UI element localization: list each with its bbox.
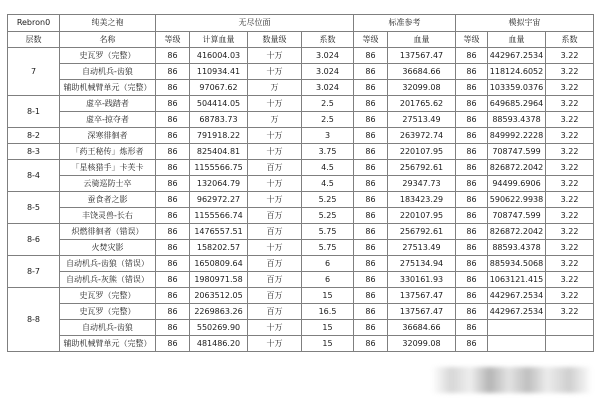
col-sim-level: 等级	[456, 32, 488, 48]
level-cell: 86	[156, 272, 190, 288]
header-group-standard-reference: 标准参考	[354, 15, 456, 32]
data-table	[7, 14, 594, 352]
sim-level-cell: 86	[456, 224, 488, 240]
coefficient-cell: 15	[302, 288, 354, 304]
sim-hp-cell: 442967.2534	[488, 48, 546, 64]
sim-hp-cell: 849992.2228	[488, 128, 546, 144]
ref-level-cell: 86	[354, 288, 388, 304]
col-level: 等级	[156, 32, 190, 48]
sim-coefficient-cell: 3.22	[546, 304, 594, 320]
sim-level-cell: 86	[456, 192, 488, 208]
table-row	[8, 96, 594, 112]
table-row	[8, 304, 594, 320]
ref-level-cell: 86	[354, 96, 388, 112]
table-row	[8, 64, 594, 80]
calc-hp-cell: 481486.20	[190, 336, 248, 352]
sim-level-cell: 86	[456, 128, 488, 144]
ref-level-cell: 86	[354, 304, 388, 320]
magnitude-cell: 十万	[248, 320, 302, 336]
magnitude-cell: 十万	[248, 192, 302, 208]
calc-hp-cell: 132064.79	[190, 176, 248, 192]
name-cell: 自动机兵-齿狼	[60, 320, 156, 336]
name-cell: 自动机兵-齿狼（错误）	[60, 256, 156, 272]
level-cell: 86	[156, 288, 190, 304]
level-cell: 86	[156, 64, 190, 80]
sim-coefficient-cell: 3.22	[546, 64, 594, 80]
calc-hp-cell: 962972.27	[190, 192, 248, 208]
coefficient-cell: 6	[302, 272, 354, 288]
sim-hp-cell: 88593.4378	[488, 112, 546, 128]
magnitude-cell: 十万	[248, 240, 302, 256]
magnitude-cell: 十万	[248, 336, 302, 352]
coefficient-cell: 5.25	[302, 208, 354, 224]
level-cell: 86	[156, 224, 190, 240]
ref-level-cell: 86	[354, 160, 388, 176]
table-row	[8, 224, 594, 240]
table-row	[8, 192, 594, 208]
level-cell: 86	[156, 240, 190, 256]
name-cell: 辅助机械臂单元（完整）	[60, 80, 156, 96]
calc-hp-cell: 1155566.74	[190, 208, 248, 224]
ref-level-cell: 86	[354, 320, 388, 336]
sim-coefficient-cell: 3.22	[546, 288, 594, 304]
name-cell: 「药王秘传」炼形者	[60, 144, 156, 160]
coefficient-cell: 5.75	[302, 224, 354, 240]
sim-level-cell: 86	[456, 160, 488, 176]
col-floor: 层数	[8, 32, 60, 48]
ref-level-cell: 86	[354, 224, 388, 240]
floor-cell: 8-3	[8, 144, 60, 160]
name-cell: 「星核猎手」卡芙卡	[60, 160, 156, 176]
sim-coefficient-cell: 3.22	[546, 96, 594, 112]
calc-hp-cell: 416004.03	[190, 48, 248, 64]
ref-hp-cell: 137567.47	[388, 288, 456, 304]
magnitude-cell: 十万	[248, 64, 302, 80]
floor-cell: 8-7	[8, 256, 60, 288]
level-cell: 86	[156, 144, 190, 160]
table-row	[8, 240, 594, 256]
floor-cell: 8-2	[8, 128, 60, 144]
name-cell: 虚卒-践踏者	[60, 96, 156, 112]
table-row	[8, 320, 594, 336]
sim-level-cell: 86	[456, 256, 488, 272]
ref-level-cell: 86	[354, 336, 388, 352]
table-row	[8, 208, 594, 224]
sim-coefficient-cell: 3.22	[546, 240, 594, 256]
name-cell: 史瓦罗（完整）	[60, 288, 156, 304]
magnitude-cell: 百万	[248, 272, 302, 288]
header-group-pure-robe: 纯美之袍	[60, 15, 156, 32]
sim-coefficient-cell: 3.22	[546, 192, 594, 208]
ref-hp-cell: 183423.29	[388, 192, 456, 208]
ref-level-cell: 86	[354, 192, 388, 208]
ref-hp-cell: 29347.73	[388, 176, 456, 192]
level-cell: 86	[156, 128, 190, 144]
col-sim-coefficient: 系数	[546, 32, 594, 48]
coefficient-cell: 15	[302, 320, 354, 336]
ref-hp-cell: 275134.94	[388, 256, 456, 272]
coefficient-cell: 3.024	[302, 64, 354, 80]
sim-hp-cell: 442967.2534	[488, 304, 546, 320]
sim-hp-cell	[488, 336, 546, 352]
coefficient-cell: 2.5	[302, 112, 354, 128]
col-magnitude: 数量级	[248, 32, 302, 48]
sim-hp-cell: 885934.5068	[488, 256, 546, 272]
table-row	[8, 112, 594, 128]
ref-hp-cell: 27513.49	[388, 240, 456, 256]
calc-hp-cell: 1650809.64	[190, 256, 248, 272]
sim-coefficient-cell	[546, 336, 594, 352]
coefficient-cell: 3	[302, 128, 354, 144]
ref-hp-cell: 220107.95	[388, 144, 456, 160]
column-header-row	[8, 32, 594, 48]
table-row	[8, 288, 594, 304]
floor-cell: 8-1	[8, 96, 60, 128]
table-row	[8, 144, 594, 160]
floor-cell: 8-6	[8, 224, 60, 256]
name-cell: 辅助机械臂单元（完整）	[60, 336, 156, 352]
blurred-watermark	[432, 367, 592, 393]
magnitude-cell: 百万	[248, 208, 302, 224]
name-cell: 自动机兵-齿狼	[60, 64, 156, 80]
floor-cell: 8-8	[8, 288, 60, 352]
magnitude-cell: 十万	[248, 176, 302, 192]
floor-cell: 7	[8, 48, 60, 96]
level-cell: 86	[156, 112, 190, 128]
ref-hp-cell: 220107.95	[388, 208, 456, 224]
sim-level-cell: 86	[456, 336, 488, 352]
ref-hp-cell: 256792.61	[388, 160, 456, 176]
calc-hp-cell: 2269863.26	[190, 304, 248, 320]
level-cell: 86	[156, 96, 190, 112]
magnitude-cell: 十万	[248, 128, 302, 144]
calc-hp-cell: 825404.81	[190, 144, 248, 160]
sim-hp-cell: 708747.599	[488, 144, 546, 160]
sim-level-cell: 86	[456, 64, 488, 80]
sim-hp-cell: 649685.2964	[488, 96, 546, 112]
ref-level-cell: 86	[354, 80, 388, 96]
ref-level-cell: 86	[354, 256, 388, 272]
header-rebron: Rebron0	[8, 15, 60, 32]
sim-coefficient-cell: 3.22	[546, 48, 594, 64]
col-ref-hp: 血量	[388, 32, 456, 48]
table-row	[8, 176, 594, 192]
level-cell: 86	[156, 320, 190, 336]
header-group-endless-plane: 无尽位面	[156, 15, 354, 32]
calc-hp-cell: 1155566.75	[190, 160, 248, 176]
sim-hp-cell: 442967.2534	[488, 288, 546, 304]
sim-hp-cell: 1063121.415	[488, 272, 546, 288]
sim-coefficient-cell: 3.22	[546, 176, 594, 192]
ref-level-cell: 86	[354, 272, 388, 288]
level-cell: 86	[156, 192, 190, 208]
table-row	[8, 48, 594, 64]
ref-hp-cell: 36684.66	[388, 64, 456, 80]
col-calc-hp: 计算血量	[190, 32, 248, 48]
sim-coefficient-cell: 3.22	[546, 256, 594, 272]
sim-hp-cell: 94499.6906	[488, 176, 546, 192]
coefficient-cell: 5.25	[302, 192, 354, 208]
ref-hp-cell: 330161.93	[388, 272, 456, 288]
sim-coefficient-cell: 3.22	[546, 272, 594, 288]
sim-coefficient-cell: 3.22	[546, 208, 594, 224]
col-ref-level: 等级	[354, 32, 388, 48]
magnitude-cell: 百万	[248, 304, 302, 320]
table-row	[8, 128, 594, 144]
name-cell: 蚕食者之影	[60, 192, 156, 208]
sim-level-cell: 86	[456, 272, 488, 288]
name-cell: 丰饶灵兽-长右	[60, 208, 156, 224]
calc-hp-cell: 1476557.51	[190, 224, 248, 240]
ref-hp-cell: 32099.08	[388, 80, 456, 96]
sim-coefficient-cell: 3.22	[546, 160, 594, 176]
sim-level-cell: 86	[456, 288, 488, 304]
sim-coefficient-cell: 3.22	[546, 112, 594, 128]
sim-coefficient-cell	[546, 320, 594, 336]
coefficient-cell: 16.5	[302, 304, 354, 320]
sim-level-cell: 86	[456, 144, 488, 160]
magnitude-cell: 万	[248, 112, 302, 128]
sim-hp-cell: 826872.2042	[488, 224, 546, 240]
ref-level-cell: 86	[354, 112, 388, 128]
coefficient-cell: 3.75	[302, 144, 354, 160]
sim-coefficient-cell: 3.22	[546, 144, 594, 160]
level-cell: 86	[156, 336, 190, 352]
sim-hp-cell: 590622.9938	[488, 192, 546, 208]
magnitude-cell: 十万	[248, 48, 302, 64]
level-cell: 86	[156, 256, 190, 272]
coefficient-cell: 15	[302, 336, 354, 352]
coefficient-cell: 6	[302, 256, 354, 272]
calc-hp-cell: 97067.62	[190, 80, 248, 96]
calc-hp-cell: 68783.73	[190, 112, 248, 128]
coefficient-cell: 4.5	[302, 160, 354, 176]
name-cell: 虚卒-掠夺者	[60, 112, 156, 128]
level-cell: 86	[156, 48, 190, 64]
ref-level-cell: 86	[354, 176, 388, 192]
ref-level-cell: 86	[354, 240, 388, 256]
coefficient-cell: 4.5	[302, 176, 354, 192]
calc-hp-cell: 110934.41	[190, 64, 248, 80]
sim-coefficient-cell: 3.22	[546, 80, 594, 96]
sim-level-cell: 86	[456, 240, 488, 256]
coefficient-cell: 5.75	[302, 240, 354, 256]
ref-hp-cell: 263972.74	[388, 128, 456, 144]
ref-level-cell: 86	[354, 128, 388, 144]
name-cell: 深寒徘徊者	[60, 128, 156, 144]
ref-hp-cell: 32099.08	[388, 336, 456, 352]
table-row	[8, 80, 594, 96]
magnitude-cell: 十万	[248, 96, 302, 112]
calc-hp-cell: 2063512.05	[190, 288, 248, 304]
calc-hp-cell: 504414.05	[190, 96, 248, 112]
group-header-row	[8, 15, 594, 32]
sim-level-cell: 86	[456, 48, 488, 64]
magnitude-cell: 百万	[248, 288, 302, 304]
sim-level-cell: 86	[456, 96, 488, 112]
magnitude-cell: 十万	[248, 144, 302, 160]
ref-hp-cell: 201765.62	[388, 96, 456, 112]
sim-coefficient-cell: 3.22	[546, 224, 594, 240]
level-cell: 86	[156, 160, 190, 176]
ref-level-cell: 86	[354, 144, 388, 160]
coefficient-cell: 2.5	[302, 96, 354, 112]
name-cell: 火焚灾影	[60, 240, 156, 256]
level-cell: 86	[156, 176, 190, 192]
sim-hp-cell: 103359.0376	[488, 80, 546, 96]
level-cell: 86	[156, 208, 190, 224]
ref-hp-cell: 27513.49	[388, 112, 456, 128]
table-row	[8, 256, 594, 272]
floor-cell: 8-5	[8, 192, 60, 224]
ref-level-cell: 86	[354, 64, 388, 80]
calc-hp-cell: 158202.57	[190, 240, 248, 256]
sim-level-cell: 86	[456, 208, 488, 224]
ref-hp-cell: 137567.47	[388, 48, 456, 64]
sim-hp-cell	[488, 320, 546, 336]
sim-hp-cell: 118124.6052	[488, 64, 546, 80]
col-name: 名称	[60, 32, 156, 48]
sim-hp-cell: 708747.599	[488, 208, 546, 224]
header-group-simulated-universe: 模拟宇宙	[456, 15, 594, 32]
ref-level-cell: 86	[354, 48, 388, 64]
sim-level-cell: 86	[456, 176, 488, 192]
sim-hp-cell: 88593.4378	[488, 240, 546, 256]
sim-level-cell: 86	[456, 320, 488, 336]
ref-hp-cell: 256792.61	[388, 224, 456, 240]
level-cell: 86	[156, 304, 190, 320]
ref-hp-cell: 137567.47	[388, 304, 456, 320]
magnitude-cell: 百万	[248, 224, 302, 240]
sim-coefficient-cell: 3.22	[546, 128, 594, 144]
level-cell: 86	[156, 80, 190, 96]
floor-cell: 8-4	[8, 160, 60, 192]
calc-hp-cell: 550269.90	[190, 320, 248, 336]
ref-level-cell: 86	[354, 208, 388, 224]
coefficient-cell: 3.024	[302, 48, 354, 64]
magnitude-cell: 百万	[248, 160, 302, 176]
name-cell: 云骑巡防士卒	[60, 176, 156, 192]
col-coefficient: 系数	[302, 32, 354, 48]
name-cell: 史瓦罗（完整）	[60, 304, 156, 320]
name-cell: 史瓦罗（完整）	[60, 48, 156, 64]
calc-hp-cell: 1980971.58	[190, 272, 248, 288]
table-row	[8, 160, 594, 176]
magnitude-cell: 百万	[248, 256, 302, 272]
magnitude-cell: 万	[248, 80, 302, 96]
sim-hp-cell: 826872.2042	[488, 160, 546, 176]
sim-level-cell: 86	[456, 304, 488, 320]
sim-level-cell: 86	[456, 80, 488, 96]
table-row	[8, 272, 594, 288]
ref-hp-cell: 36684.66	[388, 320, 456, 336]
sim-level-cell: 86	[456, 112, 488, 128]
name-cell: 炽燃徘徊者（错误）	[60, 224, 156, 240]
table-row	[8, 336, 594, 352]
name-cell: 自动机兵-灰熊（错误）	[60, 272, 156, 288]
coefficient-cell: 3.024	[302, 80, 354, 96]
col-sim-hp: 血量	[488, 32, 546, 48]
calc-hp-cell: 791918.22	[190, 128, 248, 144]
